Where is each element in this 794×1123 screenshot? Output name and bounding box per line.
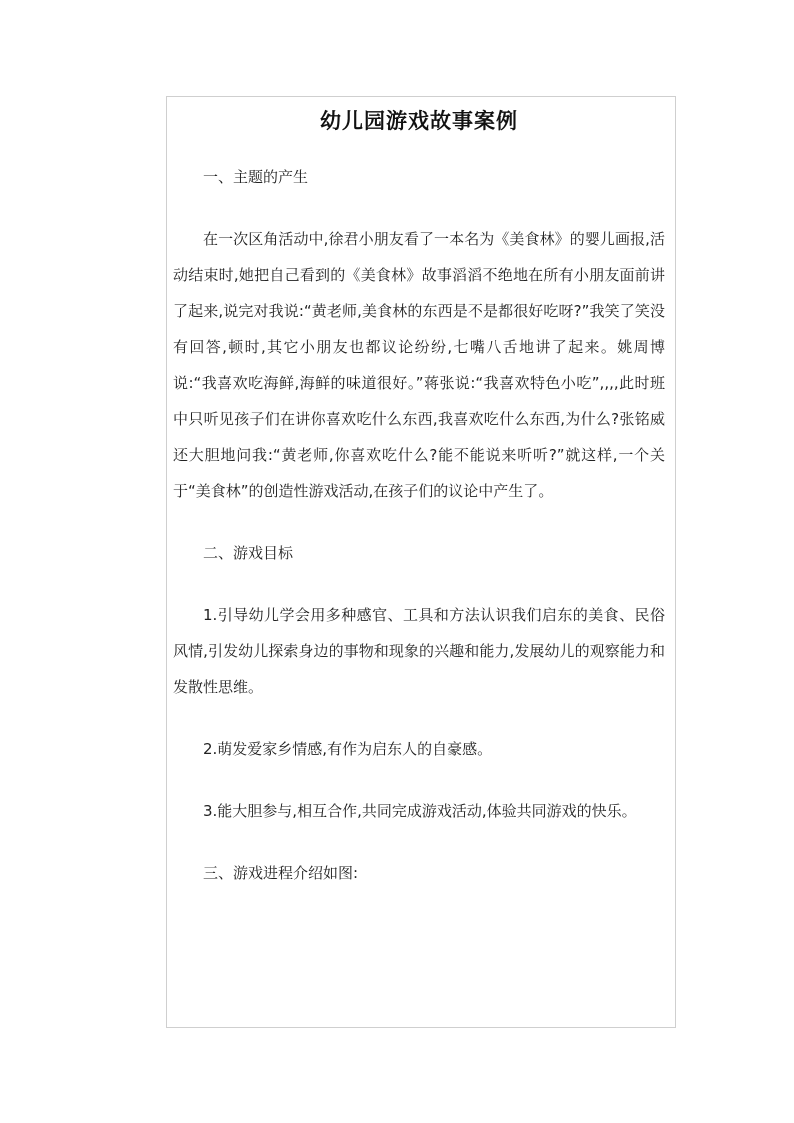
goal-item-3: 3.能大胆参与,相互合作,共同完成游戏活动,体验共同游戏的快乐。 <box>203 802 637 820</box>
section-heading-theme: 一、主题的产生 <box>203 168 309 186</box>
document-title: 幼儿园游戏故事案例 <box>320 108 518 133</box>
document-page <box>166 96 676 1028</box>
section-heading-process: 三、游戏进程介绍如图: <box>203 864 359 882</box>
section-heading-goals: 二、游戏目标 <box>203 544 294 562</box>
goal-item-1: 1.引导幼儿学会用多种感官、工具和方法认识我们启东的美食、民俗风情,引发幼儿探索身边的事物和现象的兴趣和能力,发展幼儿的观察能力和发散性思维。 <box>173 606 665 696</box>
goal-item-2: 2.萌发爱家乡情感,有作为启东人的自豪感。 <box>203 740 493 758</box>
section-paragraph-theme: 在一次区角活动中,徐君小朋友看了一本名为《美食林》的婴儿画报,活动结束时,她把自己看到的《美食林》故事滔滔不绝地在所有小朋友面前讲了起来,说完对我说:“黄老师,美食林的东西是不是都很好吃呀?”我笑了笑没有回答,顿时,其它小朋友也都议论纷纷,七嘴八舌地讲了起来。姚周博说:“我喜欢吃海鲜,海鲜的味道很好。”蒋张说:“我喜欢特色小吃”,,,,此时班中只听见孩子们在讲你喜欢吃什么东西,我喜欢吃什么东西,为什么?张铭威还大胆地问我:“黄老师,你喜欢吃什么?能不能说来听听?”就这样,一个关于“美食林”的创造性游戏活动,在孩子们的议论中产生了。 <box>173 230 665 500</box>
